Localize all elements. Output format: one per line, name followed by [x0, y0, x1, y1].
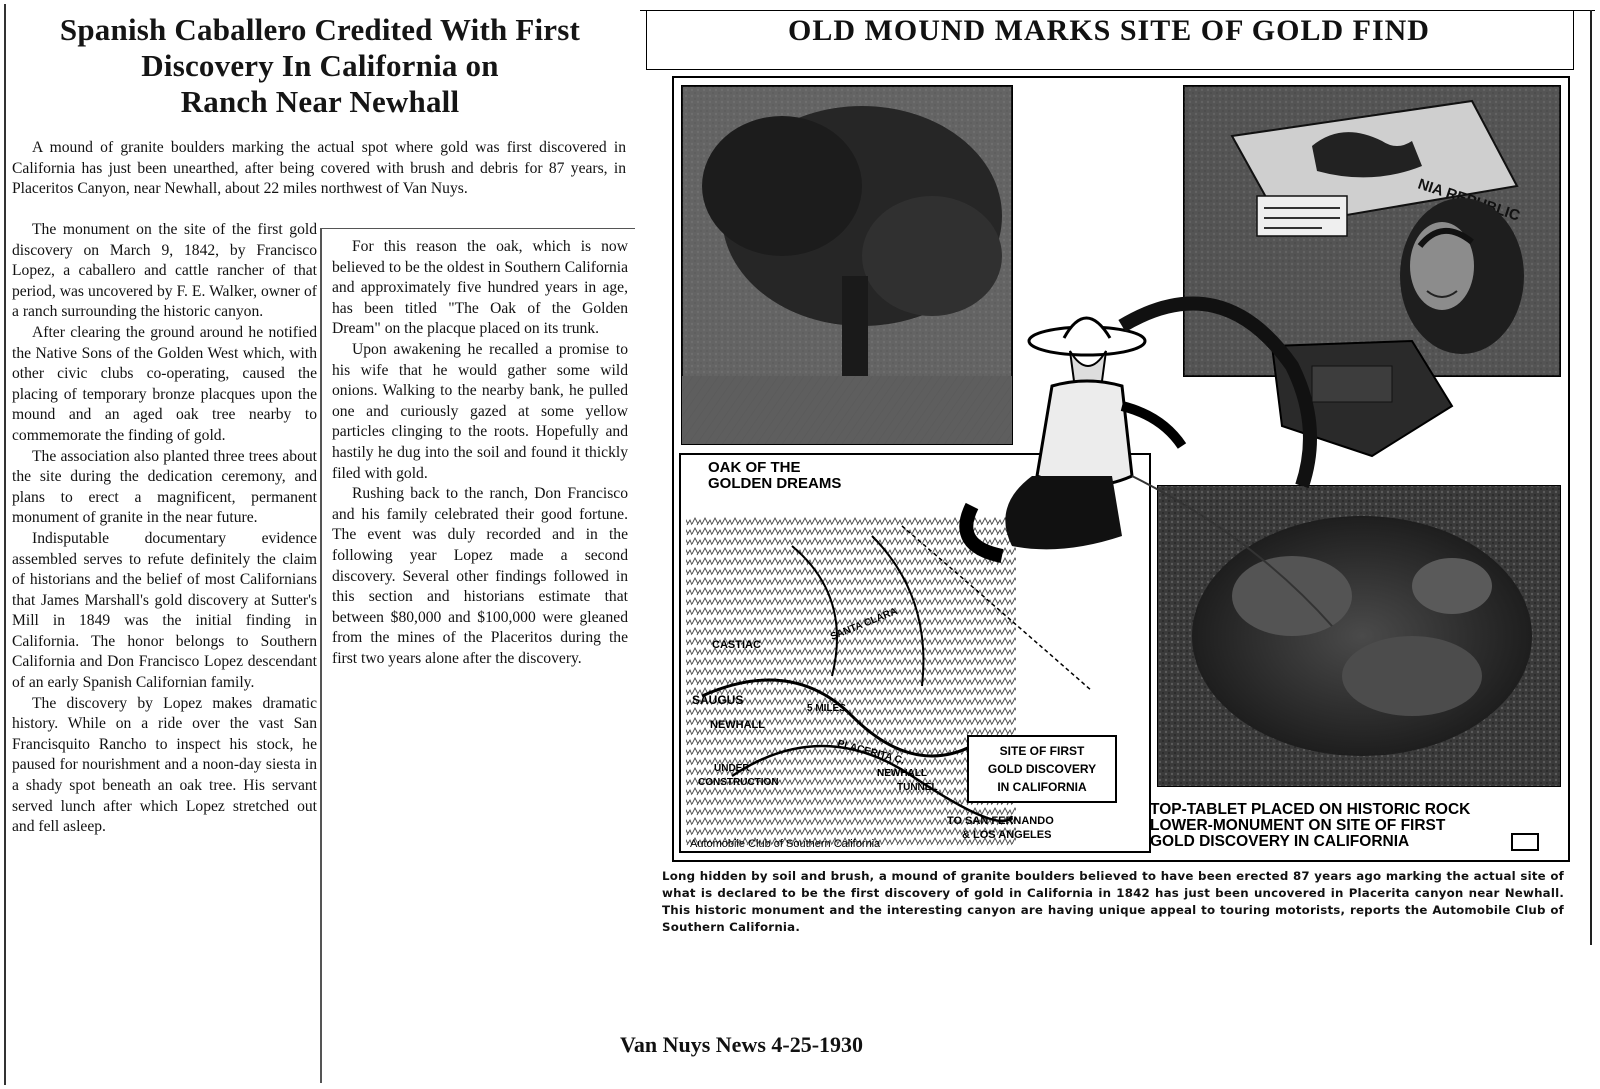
headline-line-2: Discovery In California on: [141, 48, 499, 83]
oak-label-line-1: OAK OF THE: [708, 459, 801, 476]
map-label-placerita: PLACERITA C.: [836, 738, 906, 767]
tablet-photo: [1184, 86, 1560, 376]
right-border-rule: [1590, 10, 1592, 945]
column-1-paragraph: Indisputable documentary evidence assembled serves to refute definitely the claim of historians and the belief of most Californians that James Marshall's gold discovery at Sutter's Mill in 1849 was the initial finding in California. The honor belongs to Southern California and Don Francisco Lopez descendant of an early Spanish Californian family.: [12, 529, 317, 692]
column-2-paragraph: Upon awakening he recalled a promise to his wife that he would gather some wild onions. Walking to the nearby bank, he pulled one and curiously gazed at some yellow particles clinging to the roots. Hopefully and hastily he dug into the soil and found it thickly filed with gold.: [332, 340, 628, 482]
illustration-collage: [672, 76, 1570, 862]
oak-label-line-2: GOLDEN DREAMS: [708, 475, 842, 492]
headline-line-1: Spanish Caballero Credited With First: [59, 12, 581, 47]
oak-photo: [682, 86, 1012, 444]
photo-caption-line-1: TOP-TABLET PLACED ON HISTORIC ROCK: [1150, 801, 1471, 818]
left-border-rule: [4, 4, 6, 1085]
map-label-newhall: NEWHALL: [710, 719, 765, 731]
column-1-paragraph: After clearing the ground around he notified the Native Sons of the Golden West which, with other civic clubs co-operating, caused the placing of temporary bronze placques upon the mound and an aged oak tree nearby to commemorate the finding of gold.: [12, 323, 317, 444]
map-label-newhall-tunnel-1: NEWHALL: [877, 768, 927, 779]
right-headline: OLD MOUND MARKS SITE OF GOLD FIND: [788, 14, 1430, 47]
map-label-five-miles: 5 MILES: [807, 703, 846, 714]
map-label-saugus: SAUGUS: [692, 693, 744, 707]
article-column-2: [332, 237, 628, 669]
column-1-paragraph: The association also planted three trees about the site during the dedication ceremony, and plans to erect a magnificent, permanent monument of granite in the near future.: [12, 447, 317, 527]
map-label-construction: CONSTRUCTION: [698, 777, 779, 788]
lead-paragraph-block: [12, 138, 626, 200]
map-label-under: UNDER: [714, 763, 750, 774]
column-2-paragraph: For this reason the oak, which is now believed to be the oldest in Southern California and approximately five hundred years in age, has been titled "The Oak of the Golden Dream" on the placque placed on its trunk.: [332, 238, 628, 338]
map-label-santa-clara: SANTA CLARA: [829, 605, 900, 643]
map-label-los-angeles: & LOS ANGELES: [962, 829, 1052, 841]
headline-line-3: Ranch Near Newhall: [180, 84, 460, 119]
column-1-paragraph: The monument on the site of the first gold discovery on March 9, 1842, by Francisco Lopez, a caballero and cattle rancher of that period, was uncovered by F. E. Walker, owner of a ranch surrounding the historic canyon.: [12, 221, 317, 321]
photo-caption-line-2: LOWER-MONUMENT ON SITE OF FIRST: [1150, 817, 1446, 834]
left-headline: [8, 12, 632, 120]
column-2-paragraph: Rushing back to the ranch, Don Francisco and his family celebrated their good fortune. The event was duly recorded and in the following year Lopez made a second discovery. Several other findings followed in this section and historians estimate that between $80,000 and $100,000 were gleaned from the mines of the Placeritos during the first two years alone after the discovery.: [332, 485, 628, 667]
map-label-castiac: CASTIAC: [712, 639, 761, 651]
illustration-caption: Long hidden by soil and brush, a mound of granite boulders believed to have been erected 87 years ago marking the actual site of what is declared to be the first discovery of gold in California in 1842 has just been uncovered in Placerita canyon near Newhall. This historic monument and the interesting canyon are having unique appeal to touring motorists, reports the Automobile Club of Southern California.: [662, 869, 1564, 934]
photo-caption-line-3: GOLD DISCOVERY IN CALIFORNIA: [1150, 833, 1410, 850]
site-box-line-2: GOLD DISCOVERY: [987, 762, 1097, 776]
column-1-paragraph: The discovery by Lopez makes dramatic history. While on a ride over the vast San Francisquito Rancho to inspect his stock, he paused for nourishment and a noon-day siesta in a shady spot beneath an oak tree. His servant served lunch after which Lopez stretched out and fell asleep.: [12, 694, 317, 836]
lead-paragraph: A mound of granite boulders marking the actual spot where gold was first discovered in California has just been unearthed, after being covered with brush and debris for 87 years, in Placeritos Canyon, near Newhall, about 22 miles northwest of Van Nuys.: [12, 139, 626, 198]
map-label-to-san-fernando: TO SAN FERNANDO: [947, 815, 1054, 827]
site-box-line-3: IN CALIFORNIA: [997, 780, 1087, 794]
column-top-rule: [320, 228, 635, 229]
site-box-line-1: SITE OF FIRST: [999, 744, 1085, 758]
map-credit: Automobile Club of Southern California: [690, 838, 881, 850]
publication-credit: Van Nuys News 4-25-1930: [620, 1032, 864, 1057]
article-column-1: [12, 220, 317, 838]
map-label-newhall-tunnel-2: TUNNEL: [897, 782, 938, 793]
column-divider-rule: [320, 228, 322, 1083]
